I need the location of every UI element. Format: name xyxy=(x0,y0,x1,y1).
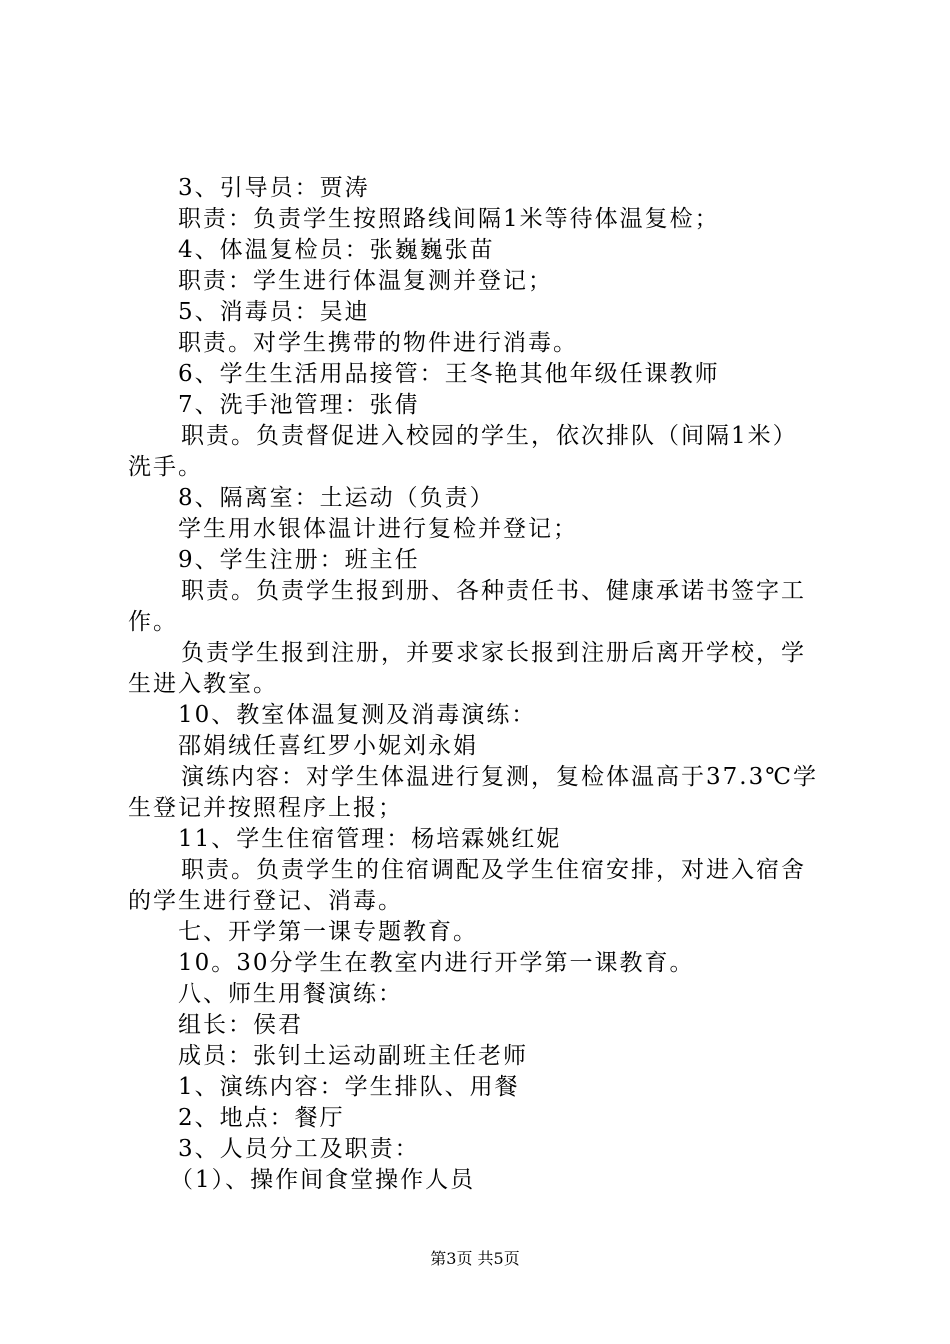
text-line: 5、消毒员：吴迪 xyxy=(178,299,370,325)
text-line: 8、隔离室：土运动（负责） xyxy=(178,485,495,511)
document-body xyxy=(128,173,828,1196)
text-line: 生进入教室。 xyxy=(128,671,278,697)
text-line: 11、学生住宿管理：杨培霖姚红妮 xyxy=(178,826,562,852)
text-line: （1）、操作间食堂操作人员 xyxy=(170,1167,476,1193)
text-line: 成员：张钊土运动副班主任老师 xyxy=(178,1043,528,1069)
text-line: 邵娟绒任喜红罗小妮刘永娟 xyxy=(178,733,478,759)
text-line: 生登记并按照程序上报； xyxy=(128,795,403,821)
text-line: 组长：侯君 xyxy=(178,1012,303,1038)
text-line: 6、学生生活用品接管：王冬艳其他年级任课教师 xyxy=(178,361,720,387)
page-footer: 第3页 共5页 xyxy=(430,1249,520,1268)
text-line: 职责：学生进行体温复测并登记； xyxy=(178,268,553,294)
text-line: 职责。负责督促进入校园的学生，依次排队（间隔1米） xyxy=(181,423,798,449)
text-line: 10。30分学生在教室内进行开学第一课教育。 xyxy=(178,950,695,976)
text-line: 的学生进行登记、消毒。 xyxy=(128,888,403,914)
text-line: 负责学生报到注册，并要求家长报到注册后离开学校，学 xyxy=(181,640,806,666)
text-line: 作。 xyxy=(128,609,178,635)
text-line: 10、教室体温复测及消毒演练： xyxy=(178,702,537,728)
text-line: 3、人员分工及职责： xyxy=(178,1136,420,1162)
text-line: 4、体温复检员：张巍巍张苗 xyxy=(178,237,495,263)
text-line: 7、洗手池管理：张倩 xyxy=(178,392,420,418)
text-line: 演练内容：对学生体温进行复测，复检体温高于37.3℃学 xyxy=(181,764,818,790)
text-line: 3、引导员：贾涛 xyxy=(178,175,370,201)
text-line: 职责。对学生携带的物件进行消毒。 xyxy=(178,330,578,356)
text-line: 洗手。 xyxy=(128,454,203,480)
text-line: 七、开学第一课专题教育。 xyxy=(178,919,478,945)
text-line: 八、师生用餐演练： xyxy=(178,981,403,1007)
text-line: 9、学生注册：班主任 xyxy=(178,547,420,573)
text-line: 1、演练内容：学生排队、用餐 xyxy=(178,1074,520,1100)
text-line: 职责。负责学生报到册、各种责任书、健康承诺书签字工 xyxy=(181,578,806,604)
text-line: 学生用水银体温计进行复检并登记； xyxy=(178,516,578,542)
text-line: 职责。负责学生的住宿调配及学生住宿安排，对进入宿舍 xyxy=(181,857,806,883)
text-line: 2、地点：餐厅 xyxy=(178,1105,345,1131)
text-line: 职责：负责学生按照路线间隔1米等待体温复检； xyxy=(178,206,720,232)
